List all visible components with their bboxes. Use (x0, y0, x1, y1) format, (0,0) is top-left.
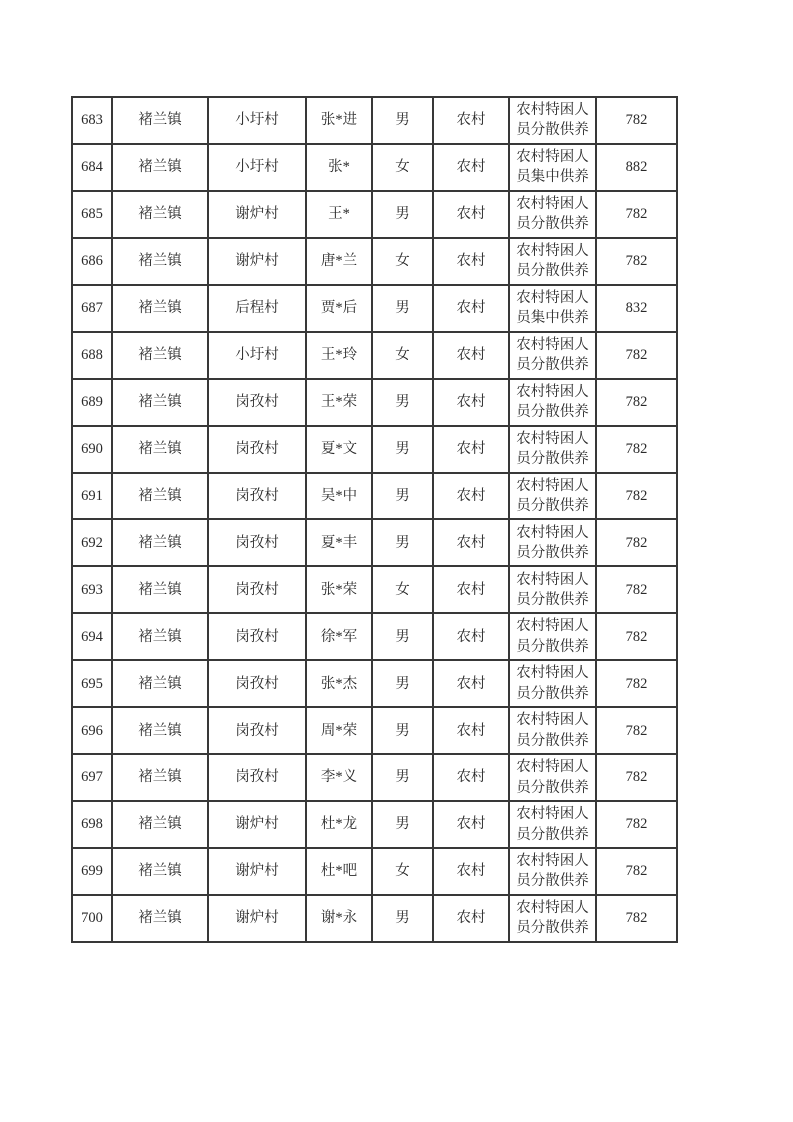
cell-amount: 782 (596, 895, 677, 942)
cell-support-type: 农村特困人员分散供养 (509, 379, 596, 426)
cell-support-type: 农村特困人员分散供养 (509, 238, 596, 285)
cell-town: 褚兰镇 (112, 613, 208, 660)
cell-serial-number: 698 (72, 801, 112, 848)
cell-amount: 782 (596, 473, 677, 520)
cell-support-type: 农村特困人员分散供养 (509, 660, 596, 707)
cell-serial-number: 688 (72, 332, 112, 379)
cell-support-type: 农村特困人员分散供养 (509, 848, 596, 895)
cell-person-name: 王* (306, 191, 372, 238)
cell-person-name: 张*进 (306, 97, 372, 144)
cell-person-name: 王*玲 (306, 332, 372, 379)
cell-village: 岗孜村 (208, 566, 306, 613)
cell-amount: 782 (596, 426, 677, 473)
cell-amount: 782 (596, 97, 677, 144)
table-row (72, 473, 677, 520)
cell-gender: 男 (372, 707, 433, 754)
cell-serial-number: 687 (72, 285, 112, 332)
table-row (72, 895, 677, 942)
cell-serial-number: 686 (72, 238, 112, 285)
cell-residence-type: 农村 (433, 426, 509, 473)
cell-amount: 782 (596, 848, 677, 895)
cell-town: 褚兰镇 (112, 191, 208, 238)
cell-town: 褚兰镇 (112, 519, 208, 566)
cell-residence-type: 农村 (433, 144, 509, 191)
table-row (72, 191, 677, 238)
cell-residence-type: 农村 (433, 801, 509, 848)
cell-village: 小圩村 (208, 97, 306, 144)
cell-person-name: 张*杰 (306, 660, 372, 707)
cell-amount: 782 (596, 660, 677, 707)
cell-gender: 男 (372, 801, 433, 848)
cell-residence-type: 农村 (433, 566, 509, 613)
cell-gender: 男 (372, 613, 433, 660)
cell-gender: 女 (372, 848, 433, 895)
records-table (71, 96, 678, 943)
cell-amount: 782 (596, 707, 677, 754)
table-row (72, 144, 677, 191)
cell-village: 岗孜村 (208, 519, 306, 566)
table-row (72, 660, 677, 707)
cell-person-name: 张* (306, 144, 372, 191)
cell-amount: 782 (596, 566, 677, 613)
cell-gender: 女 (372, 332, 433, 379)
cell-support-type: 农村特困人员分散供养 (509, 613, 596, 660)
table-row (72, 754, 677, 801)
table-row (72, 285, 677, 332)
cell-support-type: 农村特困人员分散供养 (509, 895, 596, 942)
cell-serial-number: 689 (72, 379, 112, 426)
cell-support-type: 农村特困人员分散供养 (509, 801, 596, 848)
cell-village: 谢炉村 (208, 801, 306, 848)
cell-serial-number: 683 (72, 97, 112, 144)
cell-town: 褚兰镇 (112, 473, 208, 520)
cell-residence-type: 农村 (433, 519, 509, 566)
cell-gender: 男 (372, 97, 433, 144)
cell-person-name: 谢*永 (306, 895, 372, 942)
cell-serial-number: 684 (72, 144, 112, 191)
cell-person-name: 杜*吧 (306, 848, 372, 895)
cell-residence-type: 农村 (433, 613, 509, 660)
cell-town: 褚兰镇 (112, 426, 208, 473)
cell-village: 小圩村 (208, 332, 306, 379)
table-row (72, 707, 677, 754)
cell-amount: 782 (596, 332, 677, 379)
cell-support-type: 农村特困人员集中供养 (509, 285, 596, 332)
cell-person-name: 王*荣 (306, 379, 372, 426)
cell-village: 岗孜村 (208, 613, 306, 660)
cell-person-name: 贾*后 (306, 285, 372, 332)
table-row (72, 379, 677, 426)
cell-amount: 782 (596, 191, 677, 238)
table-row (72, 848, 677, 895)
cell-support-type: 农村特困人员分散供养 (509, 473, 596, 520)
cell-gender: 女 (372, 238, 433, 285)
cell-support-type: 农村特困人员分散供养 (509, 97, 596, 144)
cell-residence-type: 农村 (433, 754, 509, 801)
cell-serial-number: 692 (72, 519, 112, 566)
cell-serial-number: 695 (72, 660, 112, 707)
cell-residence-type: 农村 (433, 848, 509, 895)
cell-support-type: 农村特困人员分散供养 (509, 754, 596, 801)
cell-town: 褚兰镇 (112, 238, 208, 285)
cell-support-type: 农村特困人员分散供养 (509, 426, 596, 473)
cell-town: 褚兰镇 (112, 754, 208, 801)
cell-gender: 男 (372, 660, 433, 707)
cell-town: 褚兰镇 (112, 801, 208, 848)
cell-town: 褚兰镇 (112, 144, 208, 191)
cell-amount: 832 (596, 285, 677, 332)
cell-residence-type: 农村 (433, 97, 509, 144)
cell-amount: 782 (596, 754, 677, 801)
cell-village: 谢炉村 (208, 895, 306, 942)
cell-residence-type: 农村 (433, 660, 509, 707)
cell-residence-type: 农村 (433, 285, 509, 332)
cell-person-name: 周*荣 (306, 707, 372, 754)
cell-serial-number: 690 (72, 426, 112, 473)
cell-town: 褚兰镇 (112, 332, 208, 379)
cell-serial-number: 700 (72, 895, 112, 942)
cell-amount: 782 (596, 519, 677, 566)
cell-support-type: 农村特困人员分散供养 (509, 332, 596, 379)
cell-gender: 男 (372, 519, 433, 566)
cell-person-name: 杜*龙 (306, 801, 372, 848)
cell-serial-number: 691 (72, 473, 112, 520)
table-row (72, 426, 677, 473)
cell-amount: 782 (596, 801, 677, 848)
cell-person-name: 吴*中 (306, 473, 372, 520)
table-row (72, 613, 677, 660)
cell-support-type: 农村特困人员分散供养 (509, 191, 596, 238)
cell-town: 褚兰镇 (112, 97, 208, 144)
cell-serial-number: 699 (72, 848, 112, 895)
cell-village: 谢炉村 (208, 191, 306, 238)
cell-serial-number: 697 (72, 754, 112, 801)
cell-gender: 男 (372, 473, 433, 520)
cell-person-name: 张*荣 (306, 566, 372, 613)
cell-residence-type: 农村 (433, 895, 509, 942)
cell-village: 谢炉村 (208, 238, 306, 285)
cell-person-name: 徐*军 (306, 613, 372, 660)
cell-serial-number: 696 (72, 707, 112, 754)
cell-amount: 782 (596, 238, 677, 285)
cell-residence-type: 农村 (433, 473, 509, 520)
table-body (72, 97, 677, 942)
cell-amount: 782 (596, 613, 677, 660)
cell-village: 岗孜村 (208, 426, 306, 473)
cell-gender: 男 (372, 754, 433, 801)
cell-gender: 女 (372, 566, 433, 613)
cell-gender: 男 (372, 379, 433, 426)
cell-residence-type: 农村 (433, 238, 509, 285)
cell-amount: 882 (596, 144, 677, 191)
cell-support-type: 农村特困人员分散供养 (509, 707, 596, 754)
cell-village: 岗孜村 (208, 707, 306, 754)
cell-town: 褚兰镇 (112, 848, 208, 895)
cell-village: 岗孜村 (208, 754, 306, 801)
cell-person-name: 夏*文 (306, 426, 372, 473)
cell-amount: 782 (596, 379, 677, 426)
cell-town: 褚兰镇 (112, 379, 208, 426)
table-row (72, 97, 677, 144)
cell-gender: 男 (372, 285, 433, 332)
cell-town: 褚兰镇 (112, 895, 208, 942)
cell-person-name: 夏*丰 (306, 519, 372, 566)
cell-person-name: 唐*兰 (306, 238, 372, 285)
cell-serial-number: 693 (72, 566, 112, 613)
cell-gender: 男 (372, 191, 433, 238)
cell-village: 岗孜村 (208, 379, 306, 426)
table-row (72, 566, 677, 613)
cell-town: 褚兰镇 (112, 707, 208, 754)
cell-support-type: 农村特困人员分散供养 (509, 519, 596, 566)
cell-village: 岗孜村 (208, 660, 306, 707)
cell-gender: 男 (372, 426, 433, 473)
cell-town: 褚兰镇 (112, 660, 208, 707)
cell-residence-type: 农村 (433, 191, 509, 238)
cell-village: 后程村 (208, 285, 306, 332)
cell-support-type: 农村特困人员分散供养 (509, 566, 596, 613)
cell-town: 褚兰镇 (112, 566, 208, 613)
cell-village: 谢炉村 (208, 848, 306, 895)
cell-serial-number: 685 (72, 191, 112, 238)
table-row (72, 519, 677, 566)
cell-village: 岗孜村 (208, 473, 306, 520)
cell-person-name: 李*义 (306, 754, 372, 801)
cell-gender: 女 (372, 144, 433, 191)
cell-residence-type: 农村 (433, 332, 509, 379)
table-row (72, 801, 677, 848)
cell-town: 褚兰镇 (112, 285, 208, 332)
cell-village: 小圩村 (208, 144, 306, 191)
cell-support-type: 农村特困人员集中供养 (509, 144, 596, 191)
table-row (72, 238, 677, 285)
cell-residence-type: 农村 (433, 379, 509, 426)
cell-gender: 男 (372, 895, 433, 942)
cell-serial-number: 694 (72, 613, 112, 660)
cell-residence-type: 农村 (433, 707, 509, 754)
table-row (72, 332, 677, 379)
